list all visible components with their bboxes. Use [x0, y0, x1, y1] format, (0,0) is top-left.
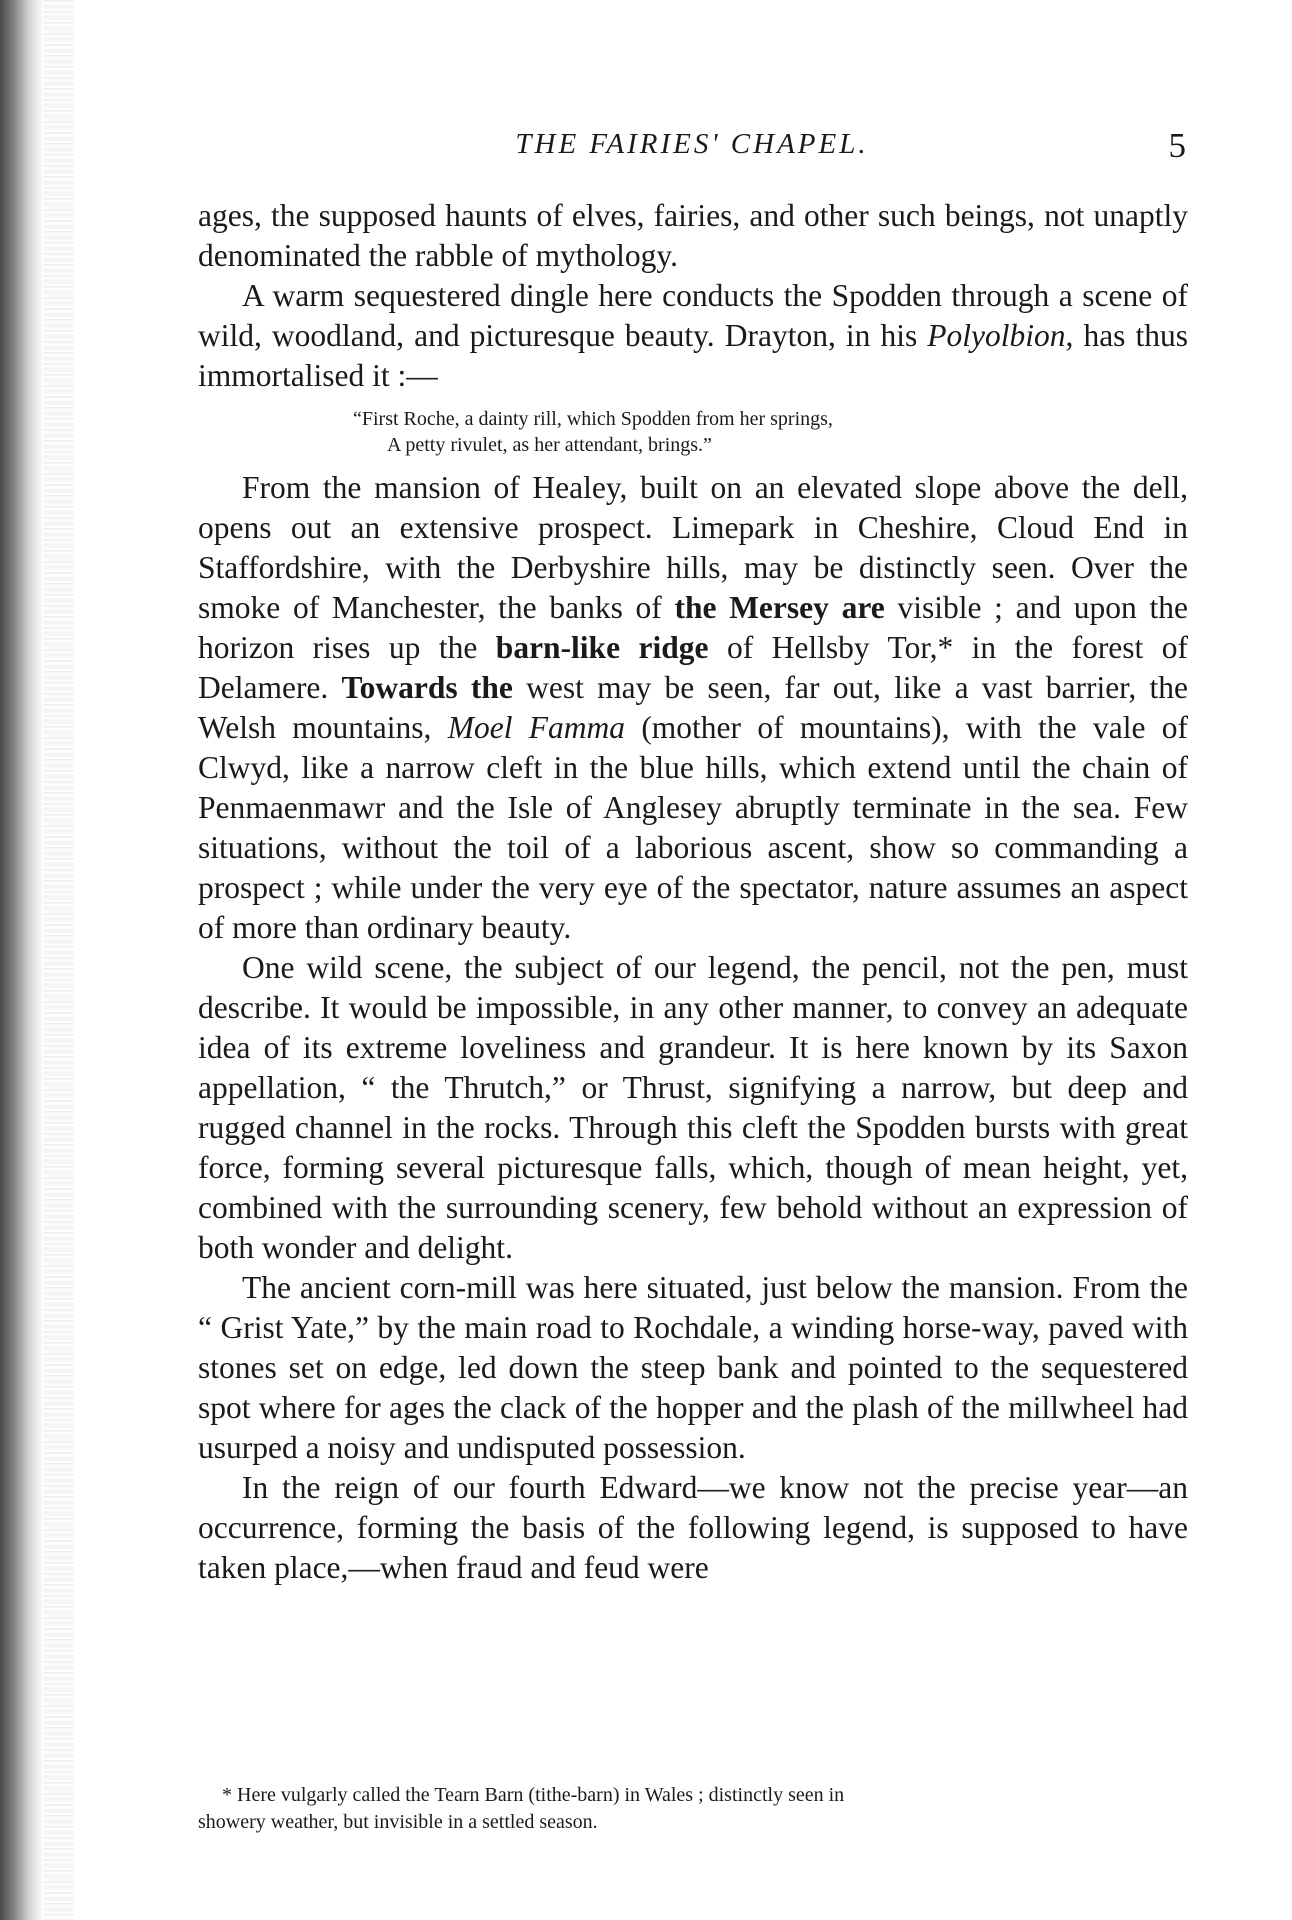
paragraph-3-text-d: west may be seen, far out, like a vast barrier, the Welsh mountains,: [198, 670, 1188, 745]
paragraph-1-text: ages, the supposed haunts of elves, fairies, and other such beings, not unaptly denominated the rabble of mythology.: [198, 198, 1188, 273]
verse-line-1: “First Roche, a dainty rill, which Spodden from her springs,: [353, 408, 833, 430]
paragraph-3-text-c: of Hellsby Tor,* in the forest of Delamere.: [198, 630, 1188, 705]
footnote-line-1: * Here vulgarly called the Tearn Barn (tithe-barn) in Wales ; distinctly seen in: [222, 1784, 845, 1806]
body-text: [198, 196, 1188, 1588]
paragraph-3-bold-1: the Mersey are: [674, 590, 885, 625]
paragraph-3-text-b: visible ; and upon the horizon rises up the: [198, 590, 1188, 665]
footnote-line-2: showery weather, but invisible in a settled season.: [198, 1811, 598, 1833]
binding-gutter-texture: [44, 0, 74, 1920]
moel-famma: Moel Famma: [447, 710, 625, 745]
paragraph-3-text-e: (mother of mountains), with the vale of Clwyd, like a narrow cleft in the blue hills, which extend until the chain of Penmaenmawr and the Isle of Anglesey abruptly terminate in the sea. Few situations, without the toil of a laborious ascent, show so commanding a prospect ; while under the very eye of the spectator, nature assumes an aspect of more than ordinary beauty.: [198, 710, 1188, 945]
polyolbion-title: Polyolbion: [927, 318, 1066, 353]
footnote: [198, 1782, 1188, 1836]
page-number: 5: [1168, 126, 1186, 165]
paragraph-2-text-a: A warm sequestered dingle here conducts the Spodden through a scene of wild, woodland, and picturesque beauty. Drayton, in his: [198, 278, 1188, 353]
paragraph-1: [198, 196, 1188, 276]
paragraph-5-text: The ancient corn-mill was here situated, just below the mansion. From the “ Grist Yate,” by the main road to Rochdale, a winding horse-way, paved with stones set on edge, led down the steep bank and pointed to the sequestered spot where for ages the clack of the hopper and the plash of the millwheel had usurped a noisy and undisputed possession.: [198, 1270, 1188, 1465]
paragraph-4-text: One wild scene, the subject of our legend, the pencil, not the pen, must describe. It would be impossible, in any other manner, to convey an adequate idea of its extreme loveliness and grandeur. It is here known by its Saxon appellation, “ the Thrutch,” or Thrust, signifying a narrow, but deep and rugged channel in the rocks. Through this cleft the Spodden bursts with great force, forming several picturesque falls, which, though of mean height, yet, combined with the surrounding scenery, few behold without an expression of both wonder and delight.: [198, 950, 1188, 1265]
verse-quotation: [353, 406, 1188, 458]
paragraph-2-text-b: , has thus immortalised it :—: [198, 318, 1189, 393]
paragraph-2: [198, 276, 1188, 396]
paragraph-3-bold-3: Towards the: [341, 670, 513, 705]
page-header: [198, 128, 1186, 172]
paragraph-3: [198, 468, 1188, 948]
paragraph-5: [198, 1268, 1188, 1468]
verse-line-2: A petty rivulet, as her attendant, brings.”: [387, 434, 712, 456]
paragraph-3-bold-2: barn-like ridge: [495, 630, 709, 665]
running-head: THE FAIRIES' CHAPEL.: [515, 128, 869, 160]
paragraph-6: [198, 1468, 1188, 1588]
binding-gutter-shadow: [0, 0, 44, 1920]
paragraph-4: [198, 948, 1188, 1268]
paragraph-3-text-a: From the mansion of Healey, built on an elevated slope above the dell, opens out an extensive prospect. Limepark in Cheshire, Cloud End in Staffordshire, with the Derbyshire hills, may be distinctly seen. Over the smoke of Manchester, the banks of: [198, 470, 1188, 625]
paragraph-6-text: In the reign of our fourth Edward—we know not the precise year—an occurrence, forming the basis of the following legend, is supposed to have taken place,—when fraud and feud were: [198, 1470, 1188, 1585]
